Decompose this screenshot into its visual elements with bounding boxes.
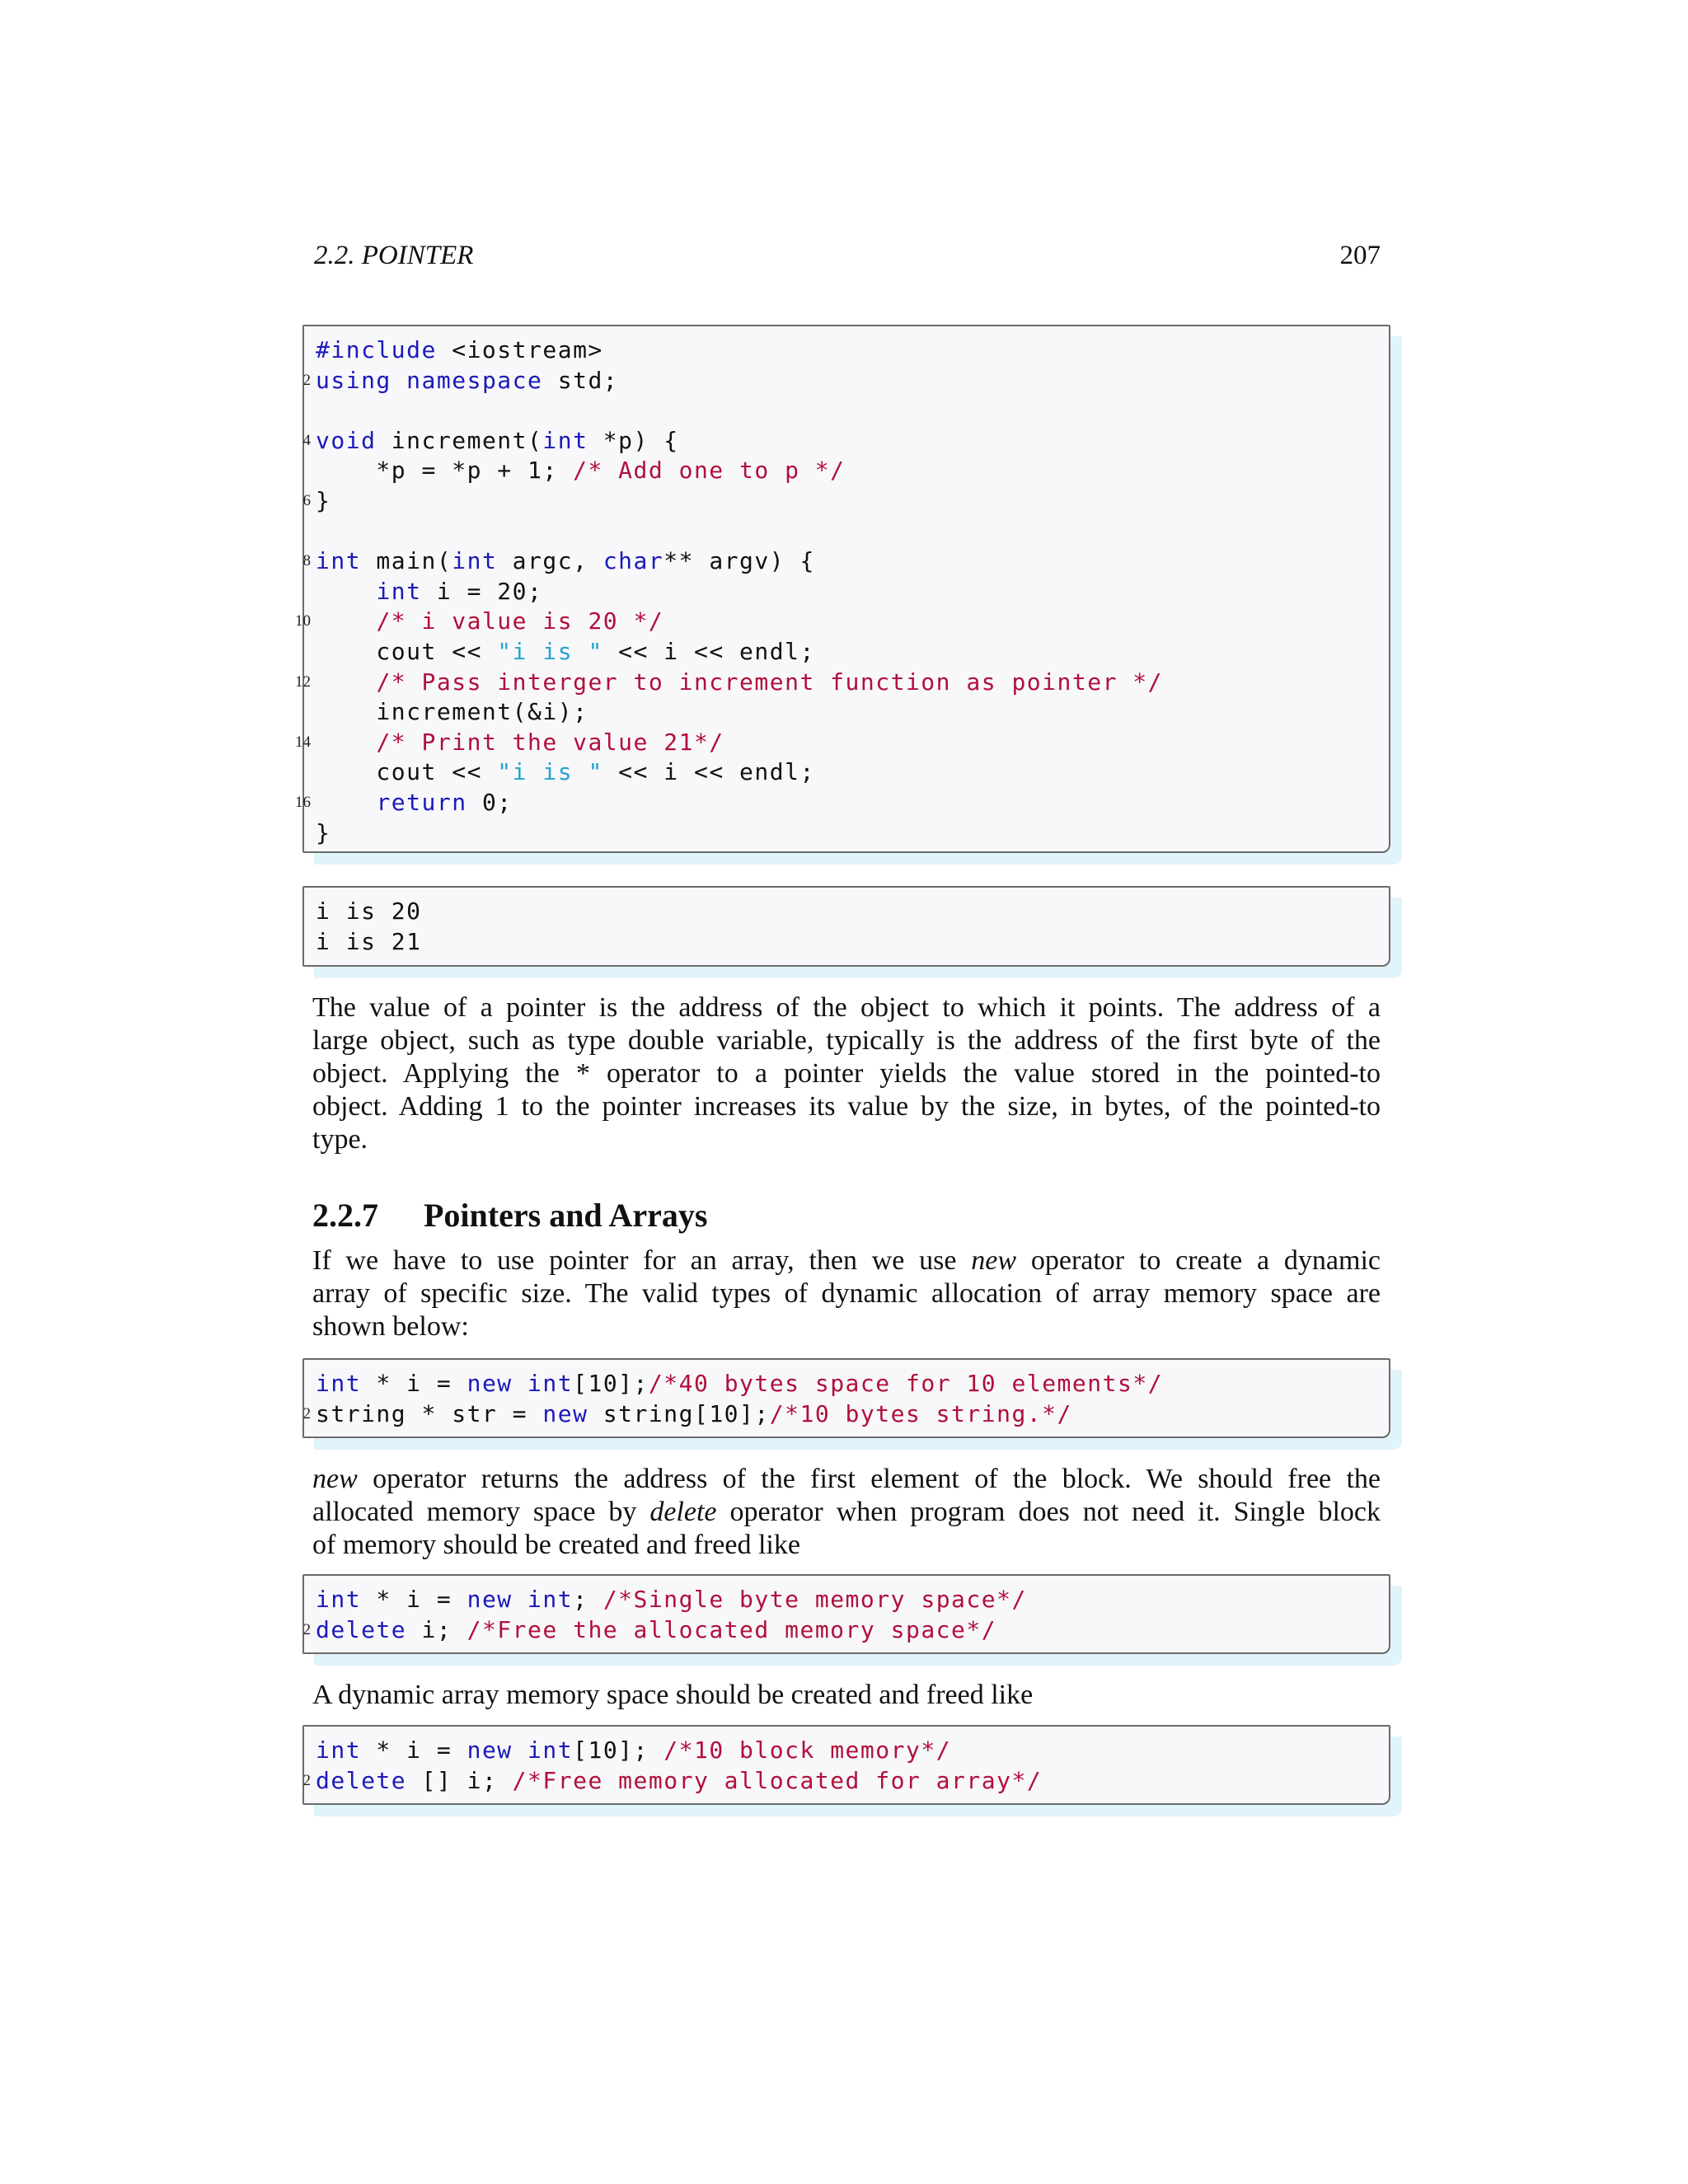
line-number: 16 <box>295 794 311 811</box>
code-keyword: int <box>316 1586 362 1613</box>
code-text: i is 21 <box>316 927 422 955</box>
code-text: << i << endl; <box>603 638 815 665</box>
code-line <box>295 727 724 757</box>
code-line <box>295 787 513 818</box>
code-listing-new-array <box>302 1358 1390 1438</box>
text-line: object. Applying the * operator to a pointer yields the value stored in the pointed-to <box>312 1058 1381 1089</box>
code-text <box>316 607 376 635</box>
line-number: 14 <box>295 733 311 751</box>
program-output <box>302 886 1390 967</box>
page-number: 207 <box>1339 241 1381 270</box>
code-text <box>513 1736 528 1764</box>
emphasis-new: new <box>971 1245 1017 1276</box>
code-line <box>302 365 619 396</box>
code-text <box>513 1370 528 1397</box>
code-keyword: using <box>316 366 392 394</box>
text-line: of memory should be created and freed like <box>312 1530 800 1560</box>
paragraph-pointer-value <box>312 991 1381 1156</box>
code-comment: /*Single byte memory space*/ <box>603 1586 1027 1613</box>
code-text: i = 20; <box>421 577 543 605</box>
paragraph-dynamic-array <box>312 1244 1381 1343</box>
code-keyword: new <box>542 1399 588 1427</box>
line-number: 6 <box>302 492 311 509</box>
text-run: operator returns the address of the first element of the block. We should free the <box>357 1464 1381 1494</box>
code-comment: /*10 bytes string.*/ <box>769 1399 1072 1427</box>
code-keyword: char <box>603 547 664 575</box>
code-line <box>316 818 331 848</box>
code-line <box>316 455 846 485</box>
code-text: main( <box>361 547 452 575</box>
code-text: } <box>316 818 331 846</box>
code-keyword: new <box>467 1586 513 1613</box>
section-number: 2.2.7 <box>312 1197 378 1234</box>
code-line <box>302 485 331 516</box>
text-run: allocated memory space by <box>312 1497 650 1527</box>
text-line: type. <box>312 1124 368 1155</box>
code-line <box>316 1735 951 1765</box>
code-keyword: return <box>376 789 467 816</box>
code-keyword: #include <box>316 336 437 363</box>
code-line <box>316 896 422 926</box>
text-line: shown below: <box>312 1311 469 1342</box>
line-number: 2 <box>302 1771 311 1789</box>
text-line: array of specific size. The valid types of dynamic allocation of array memory space are <box>312 1278 1381 1309</box>
code-text: i is 20 <box>316 898 422 925</box>
text-line: The value of a pointer is the address of the object to which it points. The address of a <box>312 992 1381 1023</box>
code-string: "i is " <box>497 758 603 786</box>
text-line <box>312 1463 1381 1496</box>
code-keyword: int <box>528 1736 574 1764</box>
code-keyword: int <box>528 1586 574 1613</box>
code-keyword: void <box>316 426 377 454</box>
code-keyword: int <box>452 547 498 575</box>
code-line <box>302 1765 1043 1796</box>
code-text: [10]; <box>573 1736 664 1764</box>
code-keyword: int <box>528 1370 574 1397</box>
code-line <box>302 546 815 576</box>
text-line: A dynamic array memory space should be created and freed like <box>312 1680 1034 1710</box>
text-line <box>312 1496 1381 1529</box>
code-line <box>295 667 1164 697</box>
code-keyword: int <box>376 577 422 605</box>
code-line <box>316 576 542 607</box>
code-comment: /* Print the value 21*/ <box>376 728 724 756</box>
code-keyword: new <box>467 1736 513 1764</box>
line-number: 12 <box>295 673 311 691</box>
code-text: << i << endl; <box>603 758 815 786</box>
code-keyword: int <box>316 1370 362 1397</box>
code-line <box>316 1368 1163 1399</box>
code-text: increment( <box>376 426 543 454</box>
emphasis-delete: delete <box>649 1497 717 1527</box>
code-line <box>302 425 679 456</box>
running-header <box>314 237 1381 274</box>
code-comment: /*10 block memory*/ <box>663 1736 952 1764</box>
section-title: Pointers and Arrays <box>424 1197 708 1234</box>
code-keyword: int <box>542 426 588 454</box>
code-text: increment(&i); <box>316 698 588 726</box>
header-section-title: 2.2. POINTER <box>314 241 474 270</box>
line-number: 2 <box>302 1404 311 1422</box>
code-text: <iostream> <box>436 336 603 363</box>
paragraph-dynamic-free <box>312 1679 1381 1712</box>
code-line <box>316 696 588 727</box>
section-heading <box>312 1195 707 1236</box>
text-run: operator to create a dynamic <box>1016 1245 1381 1276</box>
text-run: If we have to use pointer for an array, then we use <box>312 1245 972 1276</box>
code-text: string * str = <box>316 1399 543 1427</box>
code-listing-increment <box>295 325 1390 853</box>
code-text: cout << <box>316 638 498 665</box>
code-text <box>392 367 406 394</box>
code-text <box>316 729 376 756</box>
code-text: cout << <box>316 758 498 786</box>
code-keyword: delete <box>316 1766 407 1794</box>
code-text: * i = <box>361 1586 467 1613</box>
code-text: i; <box>406 1615 467 1643</box>
code-line <box>316 636 815 667</box>
code-text: * i = <box>361 1370 467 1397</box>
code-comment: /*40 bytes space for 10 elements*/ <box>648 1370 1164 1397</box>
code-text: 0; <box>467 789 513 816</box>
code-text: } <box>316 487 331 514</box>
text-line: large object, such as type double variable, typically is the address of the first byte of the <box>312 1025 1381 1056</box>
code-keyword: int <box>316 547 362 575</box>
text-run: operator when program does not need it. Single block <box>716 1497 1381 1527</box>
code-text: ** argv) { <box>663 547 815 575</box>
code-text: *p = *p + 1; <box>316 457 574 485</box>
code-line <box>302 1399 1072 1429</box>
line-number: 4 <box>302 431 311 449</box>
line-number: 2 <box>302 371 311 389</box>
text-line: object. Adding 1 to the pointer increases its value by the size, in bytes, of the pointed-to <box>312 1091 1381 1122</box>
code-text: ; <box>573 1586 603 1613</box>
code-text: argc, <box>497 547 603 575</box>
code-text <box>316 578 376 605</box>
code-listing-single-block <box>302 1574 1390 1654</box>
line-number: 2 <box>302 1620 311 1638</box>
code-line <box>316 335 603 365</box>
line-number: 10 <box>295 612 311 630</box>
code-comment: /* i value is 20 */ <box>376 607 664 635</box>
code-text: [] i; <box>406 1766 513 1794</box>
code-line <box>316 926 422 957</box>
paragraph-new-delete <box>312 1463 1381 1562</box>
code-comment: /* Pass interger to increment function as pointer */ <box>376 668 1164 696</box>
code-keyword: new <box>467 1370 513 1397</box>
code-line <box>316 1584 1027 1615</box>
code-comment: /*Free memory allocated for array*/ <box>512 1766 1043 1794</box>
code-text <box>316 789 376 816</box>
code-text <box>513 1586 528 1613</box>
code-text: *p) { <box>588 426 679 454</box>
code-text <box>316 668 376 696</box>
code-line <box>295 606 664 636</box>
code-listing-array-free <box>302 1725 1390 1805</box>
code-comment: /*Free the allocated memory space*/ <box>467 1615 997 1643</box>
text-line <box>312 1244 1381 1277</box>
code-text: std; <box>542 366 619 394</box>
code-keyword: namespace <box>406 366 543 394</box>
code-line <box>316 757 815 787</box>
code-keyword: int <box>316 1736 362 1764</box>
code-comment: /* Add one to p */ <box>573 457 846 485</box>
code-text: * i = <box>361 1736 467 1764</box>
code-string: "i is " <box>497 638 603 665</box>
code-line <box>302 1615 997 1645</box>
line-number: 8 <box>302 552 311 570</box>
code-keyword: delete <box>316 1615 407 1643</box>
code-text: string[10]; <box>588 1399 770 1427</box>
code-text: [10]; <box>573 1370 649 1397</box>
emphasis-new: new <box>312 1464 358 1494</box>
